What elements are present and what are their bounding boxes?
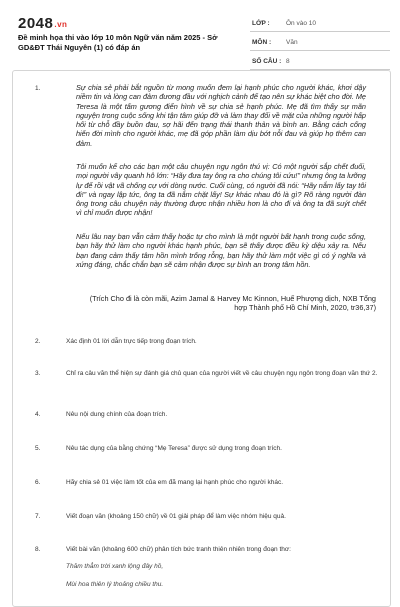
meta-class-label: LỚP : <box>252 20 270 27</box>
passage-source: (Trích Cho đi là còn mãi, Azim Jamal & Harvey Mc Kinnon, Huế Phượng dịch, NXB Tổng hợp Thành phố Hồ Chí Minh, 2020, tr36,37) <box>89 294 376 313</box>
meta-count-label: SỐ CÂU : <box>252 58 282 65</box>
page-header <box>0 0 400 65</box>
question-number: 7. <box>35 513 41 520</box>
question-number: 5. <box>35 445 41 452</box>
question-number: 6. <box>35 479 41 486</box>
passage-paragraph-3: Nếu lâu nay bạn vẫn cảm thấy hoặc tự cho mình là một người bất hạnh trong cuộc sống, bạn hãy thử làm cho người khác hạnh phúc, bạn sẽ thấy được điều kỳ diệu xảy ra. Nếu bạn đang cảm thấy tâm hồn mình trống rỗng, bạn hãy thử làm một việc gì có ý nghĩa và xứng đáng, chắc chắn bạn sẽ cảm nhận được sự bình an trong tâm hồn. <box>76 232 366 269</box>
question-number: 4. <box>35 411 41 418</box>
question-number: 8. <box>35 546 41 553</box>
question-number: 3. <box>35 370 41 377</box>
meta-class <box>250 16 390 32</box>
meta-subject-label: MÔN : <box>252 39 272 46</box>
question-text: Nêu tác dụng của bằng chứng “Mẹ Teresa” được sử dụng trong đoạn trích. <box>66 445 282 452</box>
question-text: Xác định 01 lời dẫn trực tiếp trong đoạn trích. <box>66 338 197 345</box>
meta-count <box>250 54 390 70</box>
question-text: Hãy chia sẻ 01 việc làm tốt của em đã mang lại hạnh phúc cho người khác. <box>66 479 284 486</box>
passage-paragraph-2: Tôi muốn kể cho các bạn một câu chuyện ngụ ngôn thú vị: Có một người sắp chết đuối, mọi người vây quanh hô lớn: “Hãy đưa tay ông ra cho chúng tôi cứu!” nhưng ông ta lưỡng lự để rồi vật vã chống cự với dòng nước. Cuối cùng, có người đã nói: “Hãy nắm lấy tay tôi đi!” và ngay lập tức, ông ta đã nắm chặt lấy! Sự khác nhau đó là gì? Rõ ràng người đàn ông trong câu chuyện này thường được nhận nhiều hơn là cho đi và ông ta đã suýt chết vì chỉ muốn được nhận! <box>76 162 366 218</box>
meta-count-value: 8 <box>286 58 290 65</box>
passage-paragraph-1: Sự chia sẻ phải bắt nguồn từ mong muốn đem lại hạnh phúc cho người khác, khơi dậy niềm tin và lòng can đảm đương đầu với nghịch cảnh để tạo nên sự khác biệt cho đời. Mẹ Teresa là một tấm gương điển hình về sự chia sẻ hạnh phúc. Mẹ đã tìm thấy sự mãn nguyện trong cuộc sống khi tận tâm giúp đỡ và làm thay đổi về mặt của những người hấp hối từ chỗ đầy buồn đau, sợ hãi đến trạng thái thanh thản và bình an. Bằng cách cống hiến đời mình cho người khác, mẹ đã góp phần làm dịu bớt nỗi đau và giúp họ thêm can đảm. <box>76 83 366 148</box>
logo-number: 2048 <box>18 15 54 32</box>
meta-subject <box>250 35 390 51</box>
question-number: 1. <box>35 85 41 92</box>
meta-subject-value: Văn <box>286 39 298 46</box>
question-text: Chỉ ra câu văn thể hiện sự đánh giá chủ quan của người viết về câu chuyện ngụ ngôn trong đoạn văn thứ 2. <box>66 370 378 377</box>
poem-line: Thăm thẳm trời xanh lộng đây hồ, <box>66 563 164 570</box>
exam-card <box>12 70 391 607</box>
site-logo[interactable] <box>18 15 67 32</box>
question-text: Viết đoạn văn (khoảng 150 chữ) về 01 giải pháp để làm việc nhóm hiệu quả. <box>66 513 286 520</box>
logo-suffix: .vn <box>54 19 68 29</box>
question-text: Viết bài văn (khoảng 600 chữ) phân tích bức tranh thiên nhiên trong đoạn thơ: <box>66 546 291 553</box>
poem-line: Mùi hoa thiên lý thoảng chiều thu. <box>66 581 164 588</box>
meta-class-value: Ôn vào 10 <box>286 20 316 27</box>
exam-meta <box>250 16 390 70</box>
question-number: 2. <box>35 338 41 345</box>
exam-title: Đề minh họa thi vào lớp 10 môn Ngữ văn năm 2025 - Sở GD&ĐT Thái Nguyên (1) có đáp án <box>18 33 218 52</box>
question-text: Nêu nội dung chính của đoạn trích. <box>66 411 168 418</box>
